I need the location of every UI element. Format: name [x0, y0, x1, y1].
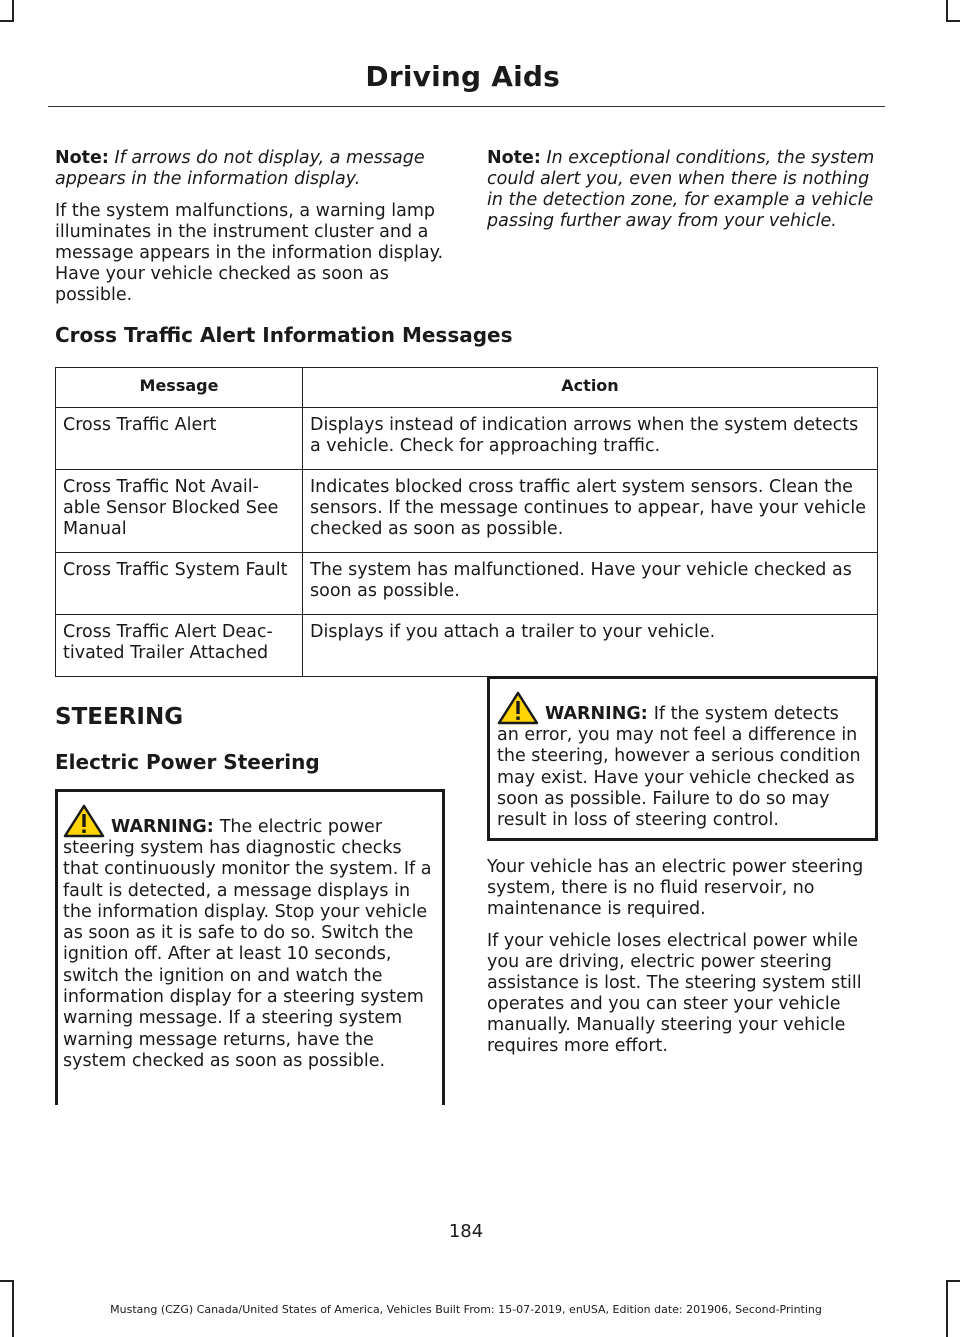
message-cell: Cross Traffic Alert	[56, 408, 303, 470]
header-divider	[48, 106, 885, 107]
note-paragraph	[487, 148, 879, 232]
left-column-top	[55, 148, 447, 317]
warning-box-eps	[55, 789, 445, 1105]
action-cell: Displays if you attach a trailer to your vehicle.	[303, 615, 878, 677]
messages-table	[55, 367, 878, 677]
note-label: Note:	[487, 148, 541, 168]
action-cell: Indicates blocked cross traffic alert system sensors. Clean the sensors. If the message continues to appear, have your vehicle checked as soon as possible.	[303, 470, 878, 553]
page-title: Driving Aids	[365, 60, 560, 93]
warning-first-line	[497, 691, 869, 725]
table-row	[56, 553, 878, 615]
malfunction-paragraph: If the system malfunctions, a warning lamp illuminates in the instrument cluster and a message appears in the information display. Have your vehicle checked as soon as possible.	[55, 201, 444, 305]
table-row	[56, 615, 878, 677]
power-loss-paragraph: If your vehicle loses electrical power while you are driving, electric power steering assistance is lost. The steering system still operates and you can steer your vehicle manually. Manually steering your vehicle requires more effort.	[487, 931, 862, 1056]
crop-mark	[946, 20, 960, 22]
page-number: 184	[448, 1221, 484, 1242]
column-header-message: Message	[56, 368, 303, 408]
note-text: If arrows do not display, a message appears in the information display.	[55, 148, 425, 189]
warning-label: WARNING:	[545, 703, 648, 724]
table-row	[56, 408, 878, 470]
warning-first-line	[63, 804, 434, 838]
warning-text-first: The electric power	[219, 816, 383, 837]
table-title: Cross Traffic Alert Information Messages	[55, 323, 513, 347]
crop-mark	[0, 20, 14, 22]
warning-box-error	[487, 676, 878, 841]
warning-triangle-icon	[497, 691, 539, 725]
message-cell: Cross Traffic Alert Deac-tivated Trailer Attached	[56, 615, 303, 677]
table-header-row	[56, 368, 878, 408]
warning-text-first: If the system detects	[653, 703, 839, 724]
section-heading-steering: STEERING	[55, 704, 184, 730]
right-column-bottom	[487, 857, 879, 1068]
warning-label: WARNING:	[111, 816, 214, 837]
page-footer: Mustang (CZG) Canada/United States of America, Vehicles Built From: 15-07-2019, enUSA, Edition date: 201906, Second-Printing	[110, 1303, 822, 1316]
warning-text: an error, you may not feel a difference in the steering, however a serious condition may exist. Have your vehicle checked as soon as possible. Failure to do so may result in loss of steering control.	[497, 725, 861, 831]
action-cell: The system has malfunctioned. Have your vehicle checked as soon as possible.	[303, 553, 878, 615]
crop-mark	[946, 1280, 948, 1337]
message-cell: Cross Traffic Not Avail-able Sensor Blocked See Manual	[56, 470, 303, 553]
message-cell: Cross Traffic System Fault	[56, 553, 303, 615]
note-paragraph	[55, 148, 447, 190]
crop-mark	[12, 0, 14, 22]
warning-text: steering system has diagnostic checks that continuously monitor the system. If a fault is detected, a message displays in the information display. Stop your vehicle as soon as it is safe to do so. Switch the ignition off. After at least 10 seconds, switch the ignition on and watch the information display for a steering system warning message. If a steering system warning message returns, have the system checked as soon as possible.	[63, 838, 432, 1071]
note-label: Note:	[55, 148, 109, 168]
crop-mark	[946, 1280, 960, 1282]
subsection-heading-eps: Electric Power Steering	[55, 750, 320, 774]
note-text: In exceptional conditions, the system could alert you, even when there is nothing in the detection zone, for example a vehicle passing further away from your vehicle.	[487, 148, 875, 231]
right-column-top	[487, 148, 879, 243]
column-header-action: Action	[303, 368, 878, 408]
table-row	[56, 470, 878, 553]
eps-paragraph: Your vehicle has an electric power steering system, there is no fluid reservoir, no maintenance is required.	[487, 857, 864, 919]
warning-triangle-icon	[63, 804, 105, 838]
action-cell: Displays instead of indication arrows when the system detects a vehicle. Check for approaching traffic.	[303, 408, 878, 470]
crop-mark	[0, 1280, 14, 1282]
crop-mark	[946, 0, 948, 22]
